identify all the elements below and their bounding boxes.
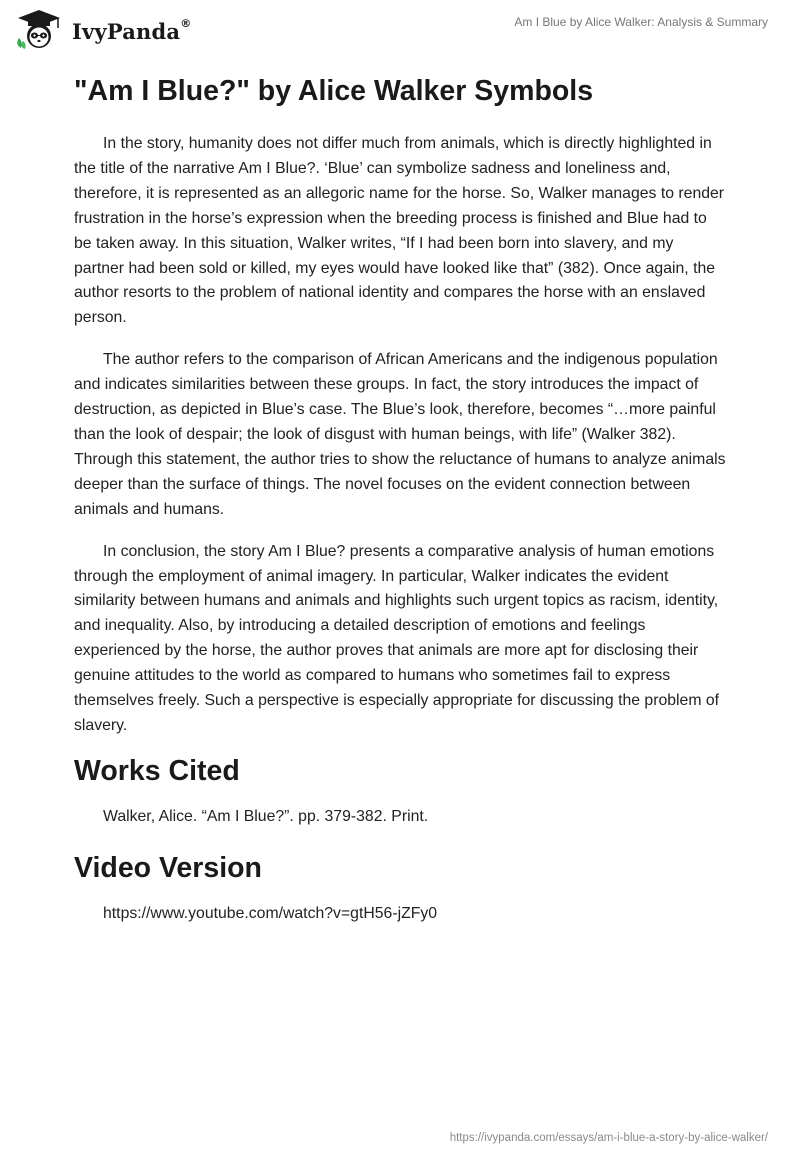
video-link[interactable]: https://www.youtube.com/watch?v=gtH56-jZFy0: [103, 904, 438, 922]
video-version-heading: Video Version: [74, 851, 262, 884]
paragraph: The author refers to the comparison of African Americans and the indigenous population and indicates similarities between these groups. In fact, the story introduces the impact of destruction, as depicted in Blue’s case. The Blue’s look, therefore, becomes “…more painful than the look of despair; the look of disgust with human beings, with life” (Walker 382). Through this statement, the author tries to show the reluctance of humans to analyze animals deeper than the surface of things. The novel focuses on the evident connection between animals and humans.: [74, 351, 726, 518]
footer-source-url[interactable]: https://ivypanda.com/essays/am-i-blue-a-story-by-alice-walker/: [449, 1132, 768, 1144]
article-content: [74, 72, 726, 927]
page-title: "Am I Blue?" by Alice Walker Symbols: [74, 75, 594, 107]
paragraph: In the story, humanity does not differ much from animals, which is directly highlighted in the title of the narrative Am I Blue?. ‘Blue’ can symbolize sadness and loneliness and, therefore, it is represented as an allegoric name for the horse. So, Walker manages to render frustration in the horse’s expression when the breeding process is finished and Blue had to be taken away. In this situation, Walker writes, “If I had been born into slavery, and my partner had been sold or killed, my eyes would have looked like that” (382). Once again, the author resorts to the problem of national identity and compares the horse with an enslaved person.: [74, 135, 725, 327]
paragraph: In conclusion, the story Am I Blue? presents a comparative analysis of human emotions through the employment of animal imagery. In particular, Walker indicates the evident similarity between humans and animals and highlights such urgent topics as racism, identity, and inequality. Also, by introducing a detailed description of emotions and feelings experienced by the horse, the author proves that animals are more apt for disclosing their genuine attitudes to the world as compared to humans who sometimes fail to express themselves freely. Such a perspective is especially appropriate for discussing the problem of slavery.: [74, 542, 720, 734]
panda-graduate-icon: [14, 8, 64, 50]
works-cited-heading: Works Cited: [74, 754, 240, 787]
document-title: Am I Blue by Alice Walker: Analysis & Summary: [514, 15, 768, 29]
ivypanda-logo[interactable]: [14, 8, 191, 50]
page-header: [0, 0, 800, 60]
works-cited-entry: Walker, Alice. “Am I Blue?”. pp. 379-382. Print.: [103, 807, 429, 825]
logo-wordmark: IvyPanda®: [72, 16, 192, 44]
